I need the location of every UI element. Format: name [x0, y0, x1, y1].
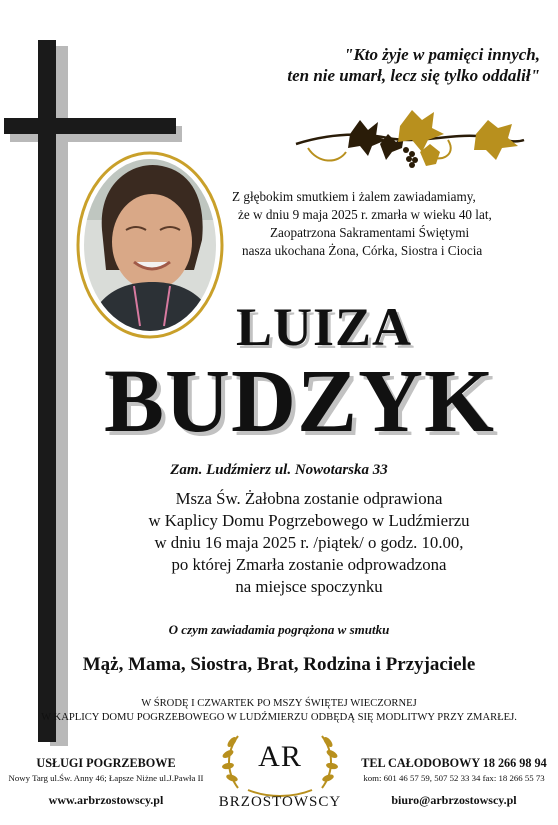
announcement-line-4: nasza ukochana Żona, Córka, Siostra i Ciocia [242, 243, 483, 258]
mourners-intro: O czym zawiadamia pogrążona w smutku [168, 622, 390, 637]
phone-numbers: kom: 601 46 57 59, 507 52 33 34 fax: 18 266 55 73 [363, 773, 545, 783]
death-announcement [230, 188, 550, 260]
cross-horizontal-bar [4, 118, 176, 134]
services-address: Nowy Targ ul.Św. Anny 46; Łapsze Niżne ul.J.Pawła II [8, 773, 204, 783]
services-title: USŁUGI POGRZEBOWE [36, 756, 176, 770]
mourners-family: Mąż, Mama, Siostra, Brat, Rodzina i Przyjaciele [82, 654, 476, 675]
logo-name: BRZOSTOWSCY [218, 794, 342, 810]
announcement-line-3: Zaopatrzona Sakramentami Świętymi [270, 225, 470, 240]
email-link[interactable]: biuro@arbrzostowscy.pl [391, 793, 517, 807]
deceased-last-name: BUDZYK [104, 352, 496, 451]
mass-line-3: w dniu 16 maja 2025 r. /piątek/ o godz. 10.00, [154, 533, 464, 552]
funeral-mass-info [60, 488, 558, 598]
logo-mark: AR [258, 740, 302, 773]
mass-line-2: w Kaplicy Domu Pogrzebowego w Ludźmierzu [148, 511, 470, 530]
funeral-services-info [0, 756, 212, 808]
prayer-line-2: W KAPLICY DOMU POGRZEBOWEGO W LUDŹMIERZU ODBĘDĄ SIĘ MODLITWY PRZY ZMARŁEJ. [41, 712, 517, 723]
announcement-line-2: że w dniu 9 maja 2025 r. zmarła w wieku 40 lat, [238, 207, 492, 222]
contact-info [350, 756, 558, 808]
grapevine-ornament-icon [288, 104, 528, 174]
website-link[interactable]: www.arbrzostowscy.pl [48, 793, 164, 807]
prayer-line-1: W ŚRODĘ I CZWARTEK PO MSZY ŚWIĘTEJ WIECZORNEJ [141, 698, 417, 709]
phone-title: TEL CAŁODOBOWY 18 266 98 94 [361, 756, 547, 770]
quote-line-1: "Kto żyje w pamięci innych, [344, 45, 540, 64]
deceased-first-name: LUIZA [236, 297, 413, 357]
prayer-notice [0, 697, 558, 725]
deceased-portrait [76, 150, 224, 340]
quote-line-2: ten nie umarł, lecz się tylko oddalił" [287, 66, 540, 85]
mass-line-5: na miejsce spoczynku [235, 577, 383, 596]
memorial-quote [250, 44, 540, 86]
announcement-line-1: Z głębokim smutkiem i żalem zawiadamiamy, [232, 189, 476, 204]
deceased-address: Zam. Ludźmierz ul. Nowotarska 33 [170, 462, 388, 478]
mass-line-1: Msza Św. Żałobna zostanie odprawiona [175, 489, 443, 508]
mass-line-4: po której Zmarła zostanie odprowadzona [171, 555, 447, 574]
funeral-home-logo [208, 728, 352, 824]
